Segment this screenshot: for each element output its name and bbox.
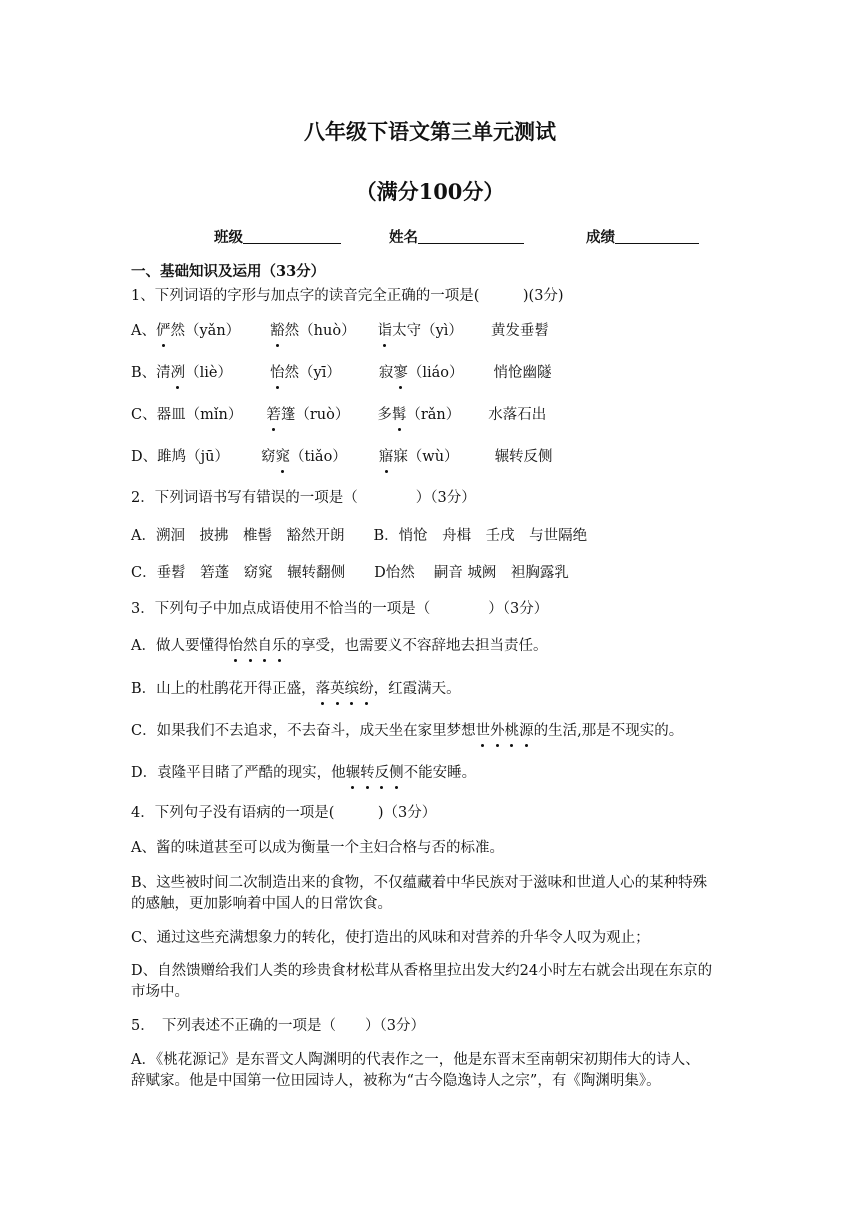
q5-option-a: A．《桃花源记》是东晋文人陶渊明的代表作之一，他是东晋末至南朝宋初期伟大的诗人、 <box>131 1052 700 1068</box>
q3-option-d: D．袁隆平目睹了严酷的现实，他辗转反侧不能安睡。 <box>131 765 477 781</box>
dotted-char: 寤 <box>378 449 394 465</box>
dotted-char: 怡 <box>228 638 243 654</box>
q4-option-a: A、酱的味道甚至可以成为衡量一个主妇合格与否的标准。 <box>131 840 504 856</box>
q2-options-ab: A．溯洄 披拂 椎髻 豁然开朗 B．悄怆 舟楫 壬戌 与世隔绝 <box>131 528 588 544</box>
name-label: 姓名 <box>389 229 418 246</box>
q3-option-c: C．如果我们不去追求，不去奋斗，成天坐在家里梦想世外桃源的生活,那是不现实的。 <box>131 723 684 739</box>
dotted-char: 箬 <box>266 407 281 423</box>
dotted-char: 豁 <box>270 323 285 339</box>
dotted-idiom <box>228 638 286 654</box>
score-field <box>586 226 699 247</box>
dotted-idiom <box>476 723 534 739</box>
dotted-char: 俨 <box>155 323 171 339</box>
page-subtitle: （满分100分） <box>355 179 505 204</box>
dotted-char: 寥 <box>393 365 408 381</box>
dotted-char: 冽 <box>170 365 186 381</box>
q2-options-cd: C．垂髫 箬蓬 窈窕 辗转翻侧 D怡然 嗣音 城阙 袒胸露乳 <box>131 565 569 581</box>
class-blank <box>243 229 341 244</box>
q4-option-d-cont: 市场中。 <box>131 984 189 1000</box>
q5-stem: 5． 下列表述不正确的一项是（ ）（3分） <box>131 1018 425 1034</box>
q2-stem: 2．下列词语书写有错误的一项是（ ）（3分） <box>131 490 476 506</box>
q1-option-c: C、器皿（mǐn） 箬篷（ruò） 多髯（rǎn） 水落石出 <box>131 407 547 423</box>
dotted-char: 桃 <box>504 723 520 739</box>
dotted-char: 侧 <box>389 765 404 781</box>
section-heading: 一、基础知识及运用（33分） <box>131 263 326 280</box>
dotted-char: 自 <box>257 638 272 654</box>
dotted-char: 英 <box>330 681 345 697</box>
name-blank <box>418 229 524 244</box>
class-label: 班级 <box>214 229 243 246</box>
score-label: 成绩 <box>586 229 615 246</box>
dotted-idiom <box>346 765 404 781</box>
dotted-char: 落 <box>315 681 331 697</box>
q1-stem: 1、下列词语的字形与加点字的读音完全正确的一项是( )(3分) <box>131 288 564 304</box>
q5-option-a-cont: 辞赋家。他是中国第一位田园诗人，被称为“古今隐逸诗人之宗”，有《陶渊明集》。 <box>131 1073 661 1089</box>
q4-option-d: D、自然馈赠给我们人类的珍贵食材松茸从香格里拉出发大约24小时左右就会出现在东京的 <box>131 963 713 979</box>
dotted-char: 然 <box>242 638 258 654</box>
q1-option-b: B、清冽（liè） 怡然（yī） 寂寥（liáo） 悄怆幽隧 <box>131 365 552 381</box>
q3-stem: 3．下列句子中加点成语使用不恰当的一项是（ ）（3分） <box>131 601 549 617</box>
dotted-char: 缤 <box>344 681 360 697</box>
dotted-char: 转 <box>360 765 375 781</box>
q3-option-a: A．做人要懂得怡然自乐的享受，也需要义不容辞地去担当责任。 <box>131 638 548 654</box>
page-title: 八年级下语文第三单元测试 <box>304 119 556 144</box>
q4-option-b: B、这些被时间二次制造出来的食物，不仅蕴藏着中华民族对于滋味和世道人心的某种特殊 <box>131 875 708 891</box>
dotted-char: 源 <box>519 723 534 739</box>
q1-option-d: D、雎鸠（jū） 窈窕（tiǎo） 寤寐（wù） 辗转反侧 <box>131 449 553 465</box>
dotted-char: 怡 <box>270 365 285 381</box>
dotted-char: 反 <box>374 765 390 781</box>
q4-option-b-cont: 的感触，更加影响着中国人的日常饮食。 <box>131 896 392 912</box>
dotted-char: 诣 <box>377 323 393 339</box>
dotted-char: 辗 <box>345 765 361 781</box>
name-field <box>389 226 524 247</box>
dotted-idiom <box>316 681 374 697</box>
score-blank <box>615 229 699 244</box>
dotted-char: 纷 <box>359 681 374 697</box>
q3-option-b: B．山上的杜鹃花开得正盛，落英缤纷，红霞满天。 <box>131 681 461 697</box>
dotted-char: 乐 <box>271 638 287 654</box>
dotted-char: 窕 <box>275 449 290 465</box>
dotted-char: 髯 <box>391 407 407 423</box>
q1-option-a: A、俨然（yǎn） 豁然（huò） 诣太守（yì） 黄发垂髫 <box>131 323 549 339</box>
q4-option-c: C、通过这些充满想象力的转化，使打造出的风味和对营养的升华令人叹为观止； <box>131 930 650 946</box>
q4-stem: 4．下列句子没有语病的一项是( )（3分） <box>131 805 437 821</box>
dotted-char: 世 <box>475 723 491 739</box>
dotted-char: 外 <box>490 723 505 739</box>
class-field <box>214 226 341 247</box>
